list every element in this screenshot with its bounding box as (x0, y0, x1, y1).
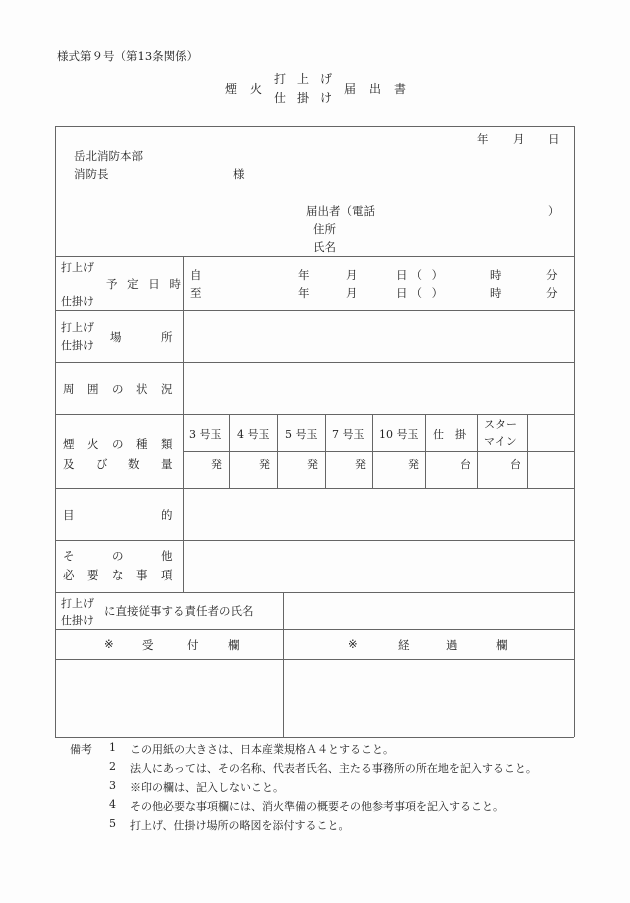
label-uchiage: 打上げ (61, 261, 94, 274)
title-char: 上 (297, 72, 310, 86)
date-month-label: 月 (513, 132, 525, 146)
label-char: 過 (446, 638, 458, 652)
qty-7gou[interactable]: 発 (355, 458, 366, 471)
label-char: 周 (63, 382, 75, 396)
to-year[interactable]: 年 (298, 286, 310, 300)
note-text: その他必要な事項欄には、消火準備の概要その他参考事項を記入すること。 (130, 800, 504, 813)
label-char: 火 (87, 437, 99, 451)
border (55, 126, 574, 127)
applicant-phone-label: 届出者（電話 (306, 204, 375, 218)
label-responsible: に直接従事する責任者の氏名 (104, 604, 254, 618)
title-char: 煙 (225, 82, 238, 96)
purpose-field[interactable] (184, 489, 573, 539)
to-label: 至 (190, 286, 202, 300)
progress-box (284, 660, 573, 736)
label-char: び (96, 457, 108, 471)
from-label: 自 (190, 268, 202, 282)
date-day-label: 日 (548, 132, 560, 146)
qty-10gou[interactable]: 発 (408, 458, 419, 471)
type-10gou: 10 号玉 (379, 428, 419, 441)
row-divider (55, 256, 574, 257)
title-char: 出 (369, 82, 382, 96)
title-char: 仕 (274, 91, 287, 105)
label-char: 状 (136, 382, 148, 396)
label-char: 及 (63, 457, 75, 471)
title-char: げ (320, 72, 333, 86)
title-char: 打 (274, 72, 287, 86)
label-char: 欄 (496, 638, 508, 652)
label-scheduled-datetime: 予 定 日 時 (106, 277, 184, 291)
row-divider (55, 414, 574, 415)
label-shikake: 仕掛け (61, 295, 94, 308)
surroundings-field[interactable] (184, 363, 573, 413)
qty-5gou[interactable]: 発 (307, 458, 318, 471)
title-char: 書 (394, 82, 407, 96)
type-5gou: 5 号玉 (285, 428, 318, 441)
label-char: 煙 (63, 437, 75, 451)
label-char: ※ (104, 637, 114, 651)
label-char: 類 (161, 437, 173, 451)
label-purpose-b: 的 (161, 508, 173, 522)
note-number: 3 (109, 779, 116, 792)
label-char: そ (63, 549, 75, 563)
note-text: ※印の欄は、記入しないこと。 (130, 781, 284, 794)
label-char: 況 (161, 382, 173, 396)
label-shikake: 仕掛け (61, 614, 94, 627)
note-number: 2 (109, 760, 116, 773)
type-starmine-line2: マイン (484, 435, 517, 448)
col-divider (325, 414, 326, 488)
addressee-title: 消防長 (74, 167, 109, 181)
type-4gou: 4 号玉 (237, 428, 270, 441)
qty-4gou[interactable]: 発 (259, 458, 270, 471)
label-char: の (112, 549, 124, 563)
label-char: 数 (128, 457, 140, 471)
qty-3gou[interactable]: 発 (211, 458, 222, 471)
to-hour[interactable]: 時 (490, 286, 502, 300)
note-text: 打上げ、仕掛け場所の略図を添付すること。 (130, 819, 350, 832)
label-char: 項 (161, 568, 173, 582)
label-char: な (112, 568, 124, 582)
label-uchiage: 打上げ (61, 321, 94, 334)
extra-type-field[interactable] (528, 415, 573, 487)
honorific: 様 (233, 167, 245, 181)
type-starmine-line1: スター (484, 418, 517, 431)
title-char: け (320, 91, 333, 105)
address-label: 住所 (313, 222, 336, 236)
label-char: 種 (136, 437, 148, 451)
label-place-a: 場 (110, 330, 122, 344)
label-char: ※ (348, 637, 358, 651)
col-divider (372, 414, 373, 488)
title-char: 届 (344, 82, 357, 96)
label-char: 他 (161, 549, 173, 563)
location-field[interactable] (184, 311, 573, 361)
other-field[interactable] (184, 541, 573, 591)
label-char: 囲 (87, 382, 99, 396)
type-3gou: 3 号玉 (189, 428, 222, 441)
responsible-field[interactable] (284, 593, 573, 628)
label-place-b: 所 (161, 330, 173, 344)
col-divider (477, 414, 478, 488)
label-char: 量 (161, 457, 173, 471)
type-7gou: 7 号玉 (332, 428, 365, 441)
row-divider (183, 451, 574, 452)
title-char: 掛 (297, 91, 310, 105)
qty-shikake[interactable]: 台 (460, 458, 471, 471)
from-year[interactable]: 年 (298, 268, 310, 282)
applicant-phone-close: ） (548, 204, 560, 218)
name-label: 氏名 (313, 240, 336, 254)
note-text: 法人にあっては、その名称、代表者氏名、主たる事務所の所在地を記入すること。 (130, 762, 537, 775)
label-char: 要 (87, 568, 99, 582)
border (574, 126, 575, 737)
notes-heading: 備考 (70, 743, 92, 756)
label-char: の (112, 437, 124, 451)
type-shikake: 仕 掛 (433, 428, 466, 441)
label-char: 受 (142, 638, 154, 652)
label-char: 欄 (228, 638, 240, 652)
note-number: 5 (109, 817, 116, 830)
from-month[interactable]: 月 (346, 268, 358, 282)
note-number: 1 (109, 741, 116, 754)
to-day[interactable]: 日（ ） (396, 286, 447, 300)
col-divider (425, 414, 426, 488)
to-month[interactable]: 月 (346, 286, 358, 300)
border (55, 126, 56, 737)
addressee-org: 岳北消防本部 (74, 149, 143, 163)
row-divider (55, 629, 574, 630)
reception-box (56, 660, 282, 736)
col-divider (277, 414, 278, 488)
label-purpose-a: 目 (63, 508, 75, 522)
label-shikake: 仕掛け (61, 339, 94, 352)
from-minute[interactable]: 分 (546, 268, 558, 282)
from-day[interactable]: 日（ ） (396, 268, 447, 282)
label-char: 必 (63, 568, 75, 582)
label-char: 経 (398, 638, 410, 652)
label-char: 事 (136, 568, 148, 582)
title-char: 火 (250, 82, 263, 96)
note-text: この用紙の大きさは、日本産業規格Ａ４とすること。 (130, 743, 394, 756)
label-uchiage: 打上げ (61, 597, 94, 610)
form-number: 様式第９号（第13条関係） (57, 49, 199, 63)
to-minute[interactable]: 分 (546, 286, 558, 300)
note-number: 4 (109, 798, 116, 811)
from-hour[interactable]: 時 (490, 268, 502, 282)
label-char: の (112, 382, 124, 396)
border (55, 737, 574, 738)
label-char: 付 (187, 638, 199, 652)
qty-starmine[interactable]: 台 (510, 458, 521, 471)
date-year-label: 年 (477, 132, 489, 146)
col-divider (229, 414, 230, 488)
